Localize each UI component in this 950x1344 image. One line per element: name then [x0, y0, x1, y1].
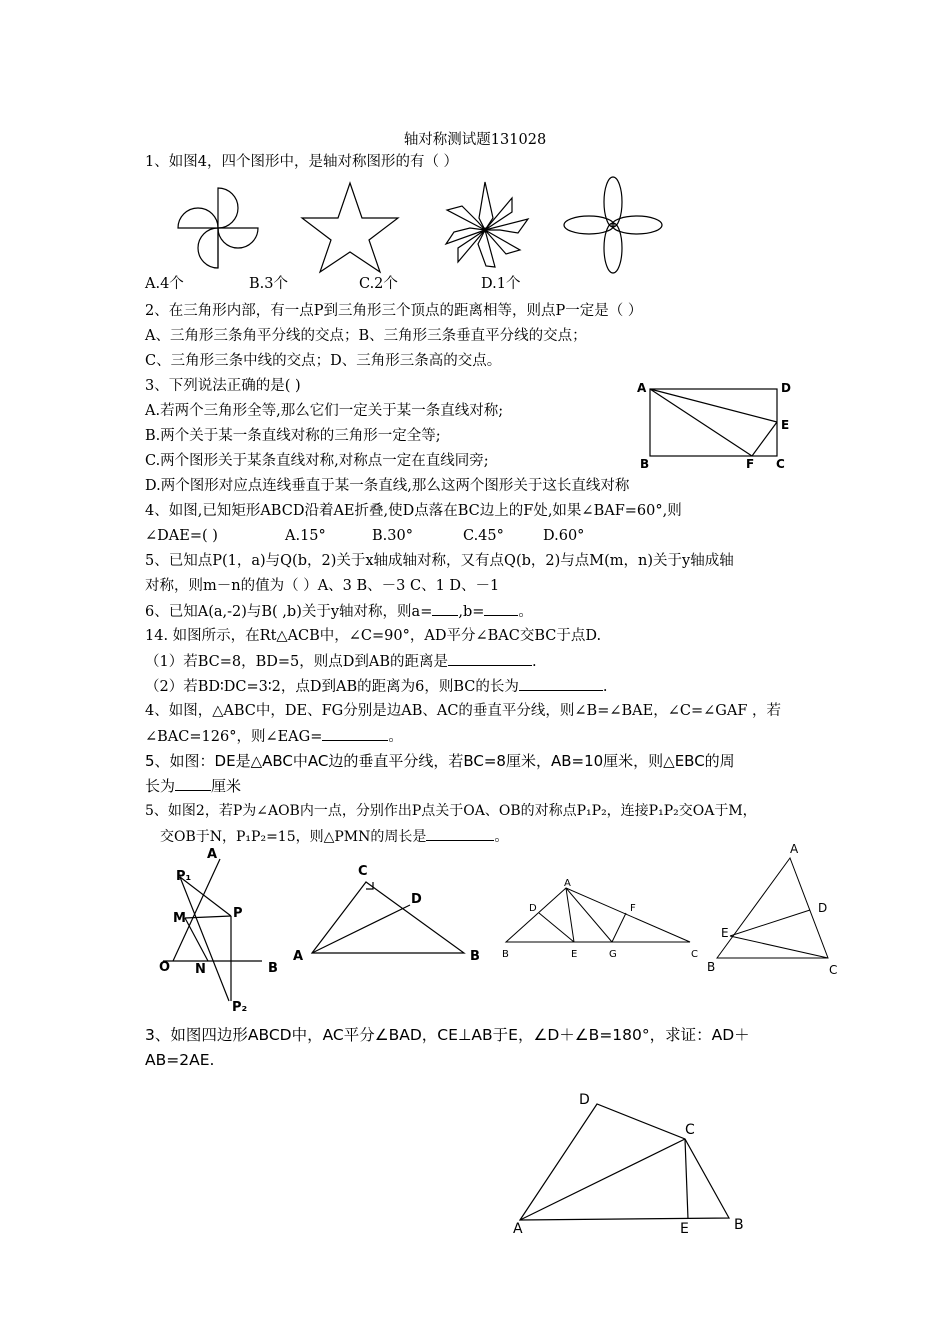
q5b-end: 厘米 — [211, 777, 242, 795]
label-d14: D — [411, 892, 422, 907]
q14-part1-text: （1）若BC=8，BD=5，则点D到AB的距离是 — [145, 654, 449, 670]
q14-part2-end: . — [602, 679, 608, 695]
q3-option-a: A.若两个三角形全等,那么它们一定关于某一条直线对称; — [145, 403, 504, 419]
q3-option-d: D.两个图形对应点连线垂直于某一条直线,那么这两个图形关于这长直线对称 — [145, 478, 630, 494]
label-a14: A — [293, 949, 304, 964]
label-b14: B — [470, 949, 480, 964]
q3-option-b: B.两个关于某一条直线对称的三角形一定全等; — [145, 428, 441, 444]
q14-part1-end: . — [532, 654, 537, 670]
q5b-text: 长为 — [145, 777, 176, 795]
q6-text-mid: ,b= — [458, 604, 485, 620]
q4-line1: 4、如图,已知矩形ABCD沿着AE折叠,使D点落在BC边上的F处,如果∠BAF=60°,则 — [145, 503, 682, 519]
label-b5b: B — [707, 960, 716, 974]
q14-stem: 14. 如图所示，在Rt△ACB中，∠C=90°，AD平分∠BAC交BC于点D. — [145, 628, 602, 644]
q2-options-cd: C、三角形三条中线的交点；D、三角形三条高的交点。 — [145, 353, 502, 369]
q4b-text: ∠BAC=126°，则∠EAG= — [145, 729, 323, 745]
q4b-line1: 4、如图，△ABC中，DE、FG分别是边AB、AC的垂直平分线，则∠B=∠BAE，∠C=∠GAF ，若 — [145, 703, 781, 719]
label-e3b: E — [680, 1221, 689, 1237]
label-b: B — [640, 457, 650, 471]
q1-option-d[interactable]: D.1个 — [481, 276, 521, 292]
label-b4b: B — [502, 949, 509, 960]
q14-part2-text: （2）若BD∶DC=3∶2，点D到AB的距离为6，则BC的长为 — [145, 679, 519, 695]
q4-answer-blank: ∠DAE=( ) — [145, 528, 218, 544]
label-m: M — [173, 911, 186, 926]
label-p2: P₂ — [232, 1000, 248, 1015]
label-a: A — [637, 381, 647, 395]
q2-stem: 2、在三角形内部，有一点P到三角形三个顶点的距离相等，则点P一定是（ ） — [145, 303, 643, 319]
label-c3b: C — [685, 1122, 695, 1138]
q5a-line2: 对称，则m－n的值为（ ）A、3 B、－3 C、1 D、－1 — [145, 578, 500, 594]
label-o: O — [159, 960, 171, 975]
q4b-end: 。 — [388, 729, 403, 745]
label-d3b: D — [579, 1092, 590, 1108]
label-e5b: E — [721, 926, 729, 940]
label-c14: C — [358, 864, 368, 879]
label-p1: P₁ — [176, 869, 192, 884]
q3-stem: 3、下列说法正确的是( ) — [145, 378, 301, 394]
label-f: F — [746, 457, 755, 471]
label-a3b: A — [513, 1221, 523, 1237]
q6-text-pre: 6、已知A(a,-2)与B( ,b)关于y轴对称，则a= — [145, 604, 433, 620]
label-b3b: B — [734, 1217, 744, 1233]
label-g4b: G — [609, 949, 617, 960]
q4-option-b[interactable]: B.30° — [372, 528, 413, 544]
q1-option-a[interactable]: A.4个 — [145, 276, 184, 292]
q3b-line1: 3、如图四边形ABCD中，AC平分∠BAD，CE⊥AB于E，∠D＋∠B=180°，求证：AD＋ — [145, 1026, 750, 1044]
q4-option-a[interactable]: A.15° — [285, 528, 326, 544]
q4-option-d[interactable]: D.60° — [543, 528, 585, 544]
label-c4b: C — [691, 949, 698, 960]
q5c-line1: 5、如图2，若P为∠AOB内一点，分别作出P点关于OA、OB的对称点P₁P₂，连接P₁P₂交OA于M， — [145, 803, 757, 819]
q5c-end: 。 — [494, 829, 509, 845]
label-a4b: A — [564, 878, 571, 889]
q2-options-ab: A、三角形三条角平分线的交点；B、三角形三条垂直平分线的交点； — [145, 328, 587, 344]
q1-stem: 1、如图4，四个图形中，是轴对称图形的有（ ） — [145, 154, 459, 170]
q4-option-c[interactable]: C.45° — [463, 528, 504, 544]
label-d5b: D — [818, 901, 828, 915]
label-b2: B — [268, 961, 278, 976]
label-e: E — [781, 418, 790, 432]
label-d4b: D — [529, 903, 537, 914]
label-f4b: F — [630, 903, 636, 914]
q1-option-b[interactable]: B.3个 — [249, 276, 288, 292]
label-p: P — [233, 906, 243, 921]
label-a5b: A — [790, 842, 799, 856]
q5c-text: 交OB于N，P₁P₂=15，则△PMN的周长是 — [160, 829, 427, 845]
q3-option-c: C.两个图形关于某条直线对称,对称点一定在直线同旁; — [145, 453, 489, 469]
label-c5b: C — [829, 963, 838, 977]
label-d: D — [781, 381, 791, 395]
q1-option-c[interactable]: C.2个 — [359, 276, 398, 292]
q3b-line2: AB=2AE. — [145, 1051, 215, 1069]
label-e4b: E — [571, 949, 578, 960]
q6-text-post: 。 — [518, 604, 533, 620]
page-title: 轴对称测试题131028 — [403, 132, 547, 148]
q5b-line1: 5、如图：DE是△ABC中AC边的垂直平分线，若BC=8厘米，AB=10厘米，则△EBC的周 — [145, 752, 735, 770]
label-a2: A — [207, 847, 218, 862]
label-c: C — [776, 457, 785, 471]
q5a-line1: 5、已知点P(1，a)与Q(b，2)关于x轴成轴对称，又有点Q(b，2)与点M(m，n)关于y轴成轴 — [145, 553, 734, 569]
label-n: N — [195, 962, 206, 977]
